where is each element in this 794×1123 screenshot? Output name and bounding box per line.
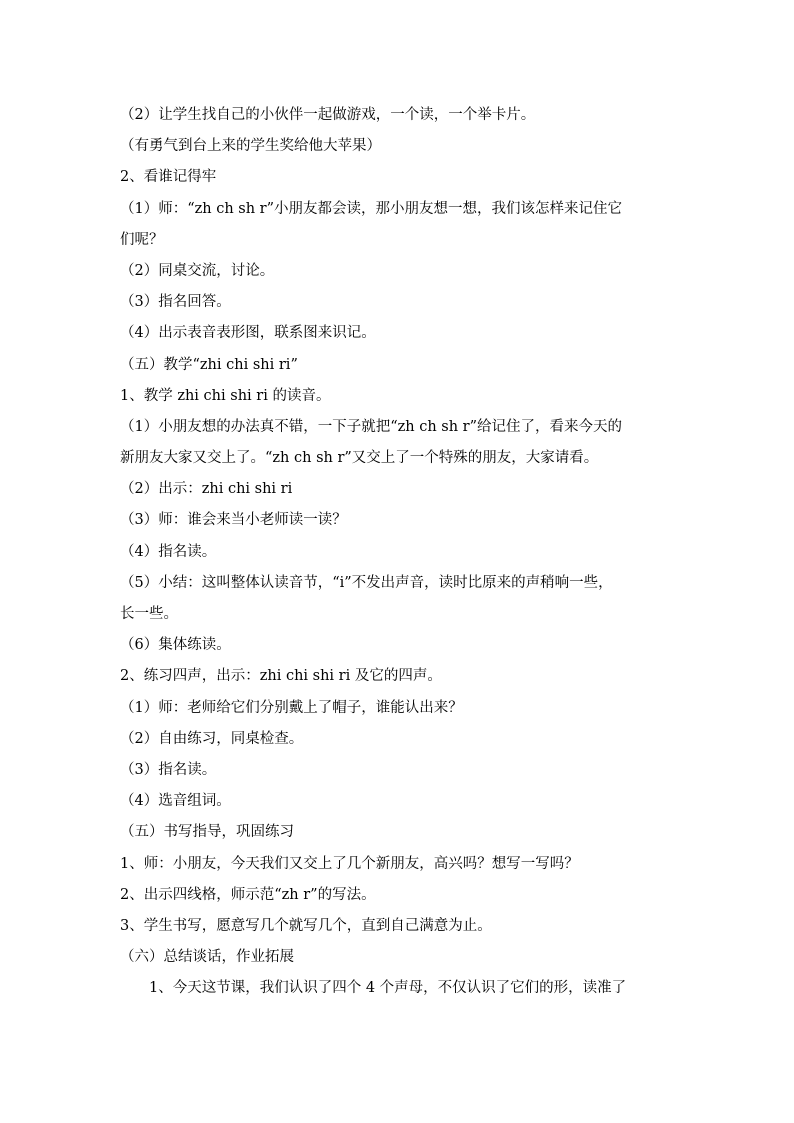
text-line-3: 2、看谁记得牢 [120, 169, 217, 186]
text-line-7: （3）指名回答。 [120, 294, 231, 311]
text-line-5: 们呢？ [120, 231, 164, 248]
document-body [120, 100, 682, 1004]
text-line-8: （4）出示表音表形图，联系图来识记。 [120, 325, 376, 342]
text-line-18: （6）集体练读。 [120, 637, 231, 654]
text-line-19: 2、练习四声，出示：zhi chi shi ri 及它的四声。 [120, 668, 442, 685]
section-heading-5a: （五）教学“zhi chi shi ri” [120, 356, 298, 373]
text-line-23: （4）选音组词。 [120, 793, 231, 810]
text-line-4: （1）师：“zh ch sh r”小朋友都会读，那小朋友想一想，我们该怎样来记住它 [120, 200, 623, 217]
text-line-12: 新朋友大家又交上了。“zh ch sh r”又交上了一个特殊的朋友，大家请看。 [120, 450, 599, 467]
text-line-15: （4）指名读。 [120, 543, 217, 560]
text-line-29: 1、今天这节课，我们认识了四个 4 个声母，不仅认识了它们的形，读准了 [149, 980, 627, 997]
text-line-14: （3）师：谁会来当小老师读一读？ [120, 512, 347, 529]
text-line-16: （5）小结：这叫整体认读音节，“i”不发出声音，读时比原来的声稍响一些， [120, 574, 613, 591]
section-heading-5b: （五）书写指导，巩固练习 [120, 824, 294, 841]
text-line-26: 2、出示四线格，师示范“zh r”的写法。 [120, 886, 376, 903]
text-line-10: 1、教学 zhi chi shi ri 的读音。 [120, 387, 331, 404]
text-line-25: 1、师：小朋友，今天我们又交上了几个新朋友，高兴吗？想写一写吗？ [120, 855, 579, 872]
text-line-17: 长一些。 [120, 606, 178, 622]
text-line-6: （2）同桌交流，讨论。 [120, 262, 275, 279]
text-line-13: （2）出示：zhi chi shi ri [120, 481, 293, 498]
section-heading-6: （六）总结谈话，作业拓展 [120, 949, 294, 966]
text-line-20: （1）师：老师给它们分别戴上了帽子，谁能认出来？ [120, 699, 463, 716]
text-line-22: （3）指名读。 [120, 761, 217, 778]
text-line-1: （2）让学生找自己的小伙伴一起做游戏，一个读，一个举卡片。 [120, 107, 536, 123]
text-line-21: （2）自由练习，同桌检查。 [120, 730, 304, 747]
text-line-11: （1）小朋友想的办法真不错，一下子就把“zh ch sh r”给记住了，看来今天的 [120, 418, 623, 435]
text-line-2: （有勇气到台上来的学生奖给他大苹果） [120, 138, 381, 155]
text-line-27: 3、学生书写，愿意写几个就写几个，直到自己满意为止。 [120, 917, 492, 934]
